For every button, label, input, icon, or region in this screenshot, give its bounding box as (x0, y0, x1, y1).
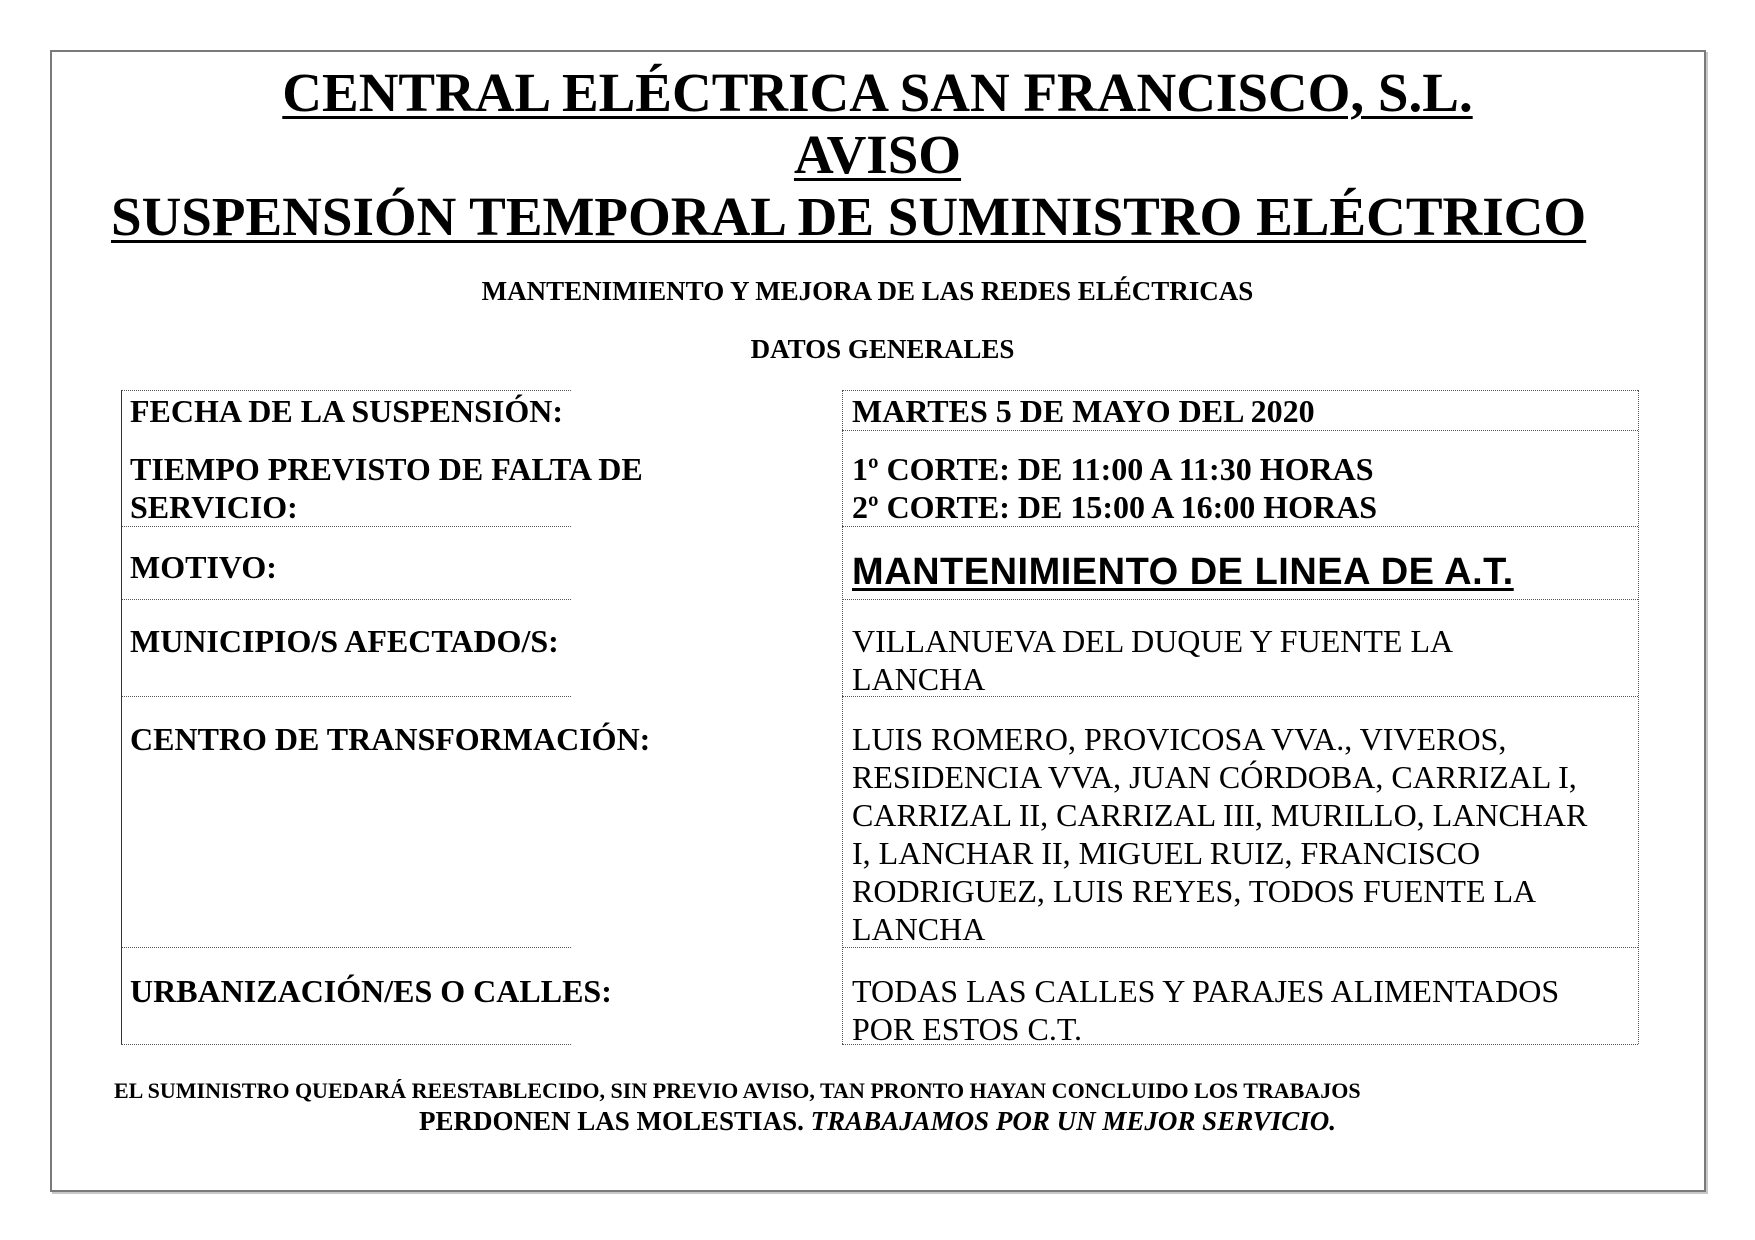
table-rule (121, 599, 571, 600)
value-tiempo-corte-2: 2º CORTE: DE 15:00 A 16:00 HORAS (852, 489, 1378, 525)
table-rule (842, 430, 1638, 431)
label-tiempo-line-2: SERVICIO: (130, 489, 298, 525)
restore-notice: EL SUMINISTRO QUEDARÁ REESTABLECIDO, SIN PREVIO AVISO, TAN PRONTO HAYAN CONCLUIDO LOS TRABAJOS (114, 1078, 1361, 1103)
table-rule (121, 696, 571, 697)
value-municipio-line-2: LANCHA (852, 661, 986, 697)
value-motivo: MANTENIMIENTO DE LINEA DE A.T. (852, 551, 1514, 593)
value-municipio-line-1: VILLANUEVA DEL DUQUE Y FUENTE LA (852, 623, 1454, 659)
label-fecha: FECHA DE LA SUSPENSIÓN: (130, 393, 563, 429)
closing-line (0, 1106, 1755, 1137)
table-rule (121, 1044, 571, 1045)
value-tiempo-corte-1: 1º CORTE: DE 11:00 A 11:30 HORAS (852, 451, 1374, 487)
section-heading: DATOS GENERALES (750, 334, 1015, 364)
label-municipio: MUNICIPIO/S AFECTADO/S: (130, 623, 559, 659)
value-centro-line-2: RESIDENCIA VVA, JUAN CÓRDOBA, CARRIZAL I, (852, 759, 1577, 795)
label-urbanizacion: URBANIZACIÓN/ES O CALLES: (130, 973, 612, 1009)
table-rule (121, 390, 571, 391)
subtitle: MANTENIMIENTO Y MEJORA DE LAS REDES ELÉCTRICAS (481, 276, 1254, 306)
label-tiempo-line-1: TIEMPO PREVISTO DE FALTA DE (130, 451, 643, 487)
table-rule (121, 526, 571, 527)
value-urbanizacion-line-1: TODAS LAS CALLES Y PARAJES ALIMENTADOS (852, 973, 1560, 1009)
notice-heading: AVISO (793, 124, 962, 185)
value-centro-line-3: CARRIZAL II, CARRIZAL III, MURILLO, LANCHAR (852, 797, 1588, 833)
table-left-edge (121, 390, 122, 1044)
value-urbanizacion-line-2: POR ESTOS C.T. (852, 1011, 1082, 1047)
document-title: SUSPENSIÓN TEMPORAL DE SUMINISTRO ELÉCTRICO (111, 186, 1587, 247)
table-rule (842, 599, 1638, 600)
value-centro-line-5: RODRIGUEZ, LUIS REYES, TODOS FUENTE LA (852, 873, 1537, 909)
apology-text: PERDONEN LAS MOLESTIAS. (419, 1106, 804, 1136)
company-name: CENTRAL ELÉCTRICA SAN FRANCISCO, S.L. (282, 62, 1473, 123)
table-divider (842, 390, 843, 1044)
value-centro-line-4: I, LANCHAR II, MIGUEL RUIZ, FRANCISCO (852, 835, 1481, 871)
label-centro: CENTRO DE TRANSFORMACIÓN: (130, 721, 651, 757)
slogan-text: TRABAJAMOS POR UN MEJOR SERVICIO. (810, 1106, 1336, 1136)
value-centro-line-6: LANCHA (852, 911, 986, 947)
table-right-edge (1638, 390, 1639, 1044)
table-rule (842, 390, 1638, 391)
value-centro-line-1: LUIS ROMERO, PROVICOSA VVA., VIVEROS, (852, 721, 1507, 757)
table-rule (842, 526, 1638, 527)
table-rule (121, 947, 571, 948)
label-motivo: MOTIVO: (130, 549, 277, 585)
value-fecha: MARTES 5 DE MAYO DEL 2020 (852, 393, 1315, 429)
